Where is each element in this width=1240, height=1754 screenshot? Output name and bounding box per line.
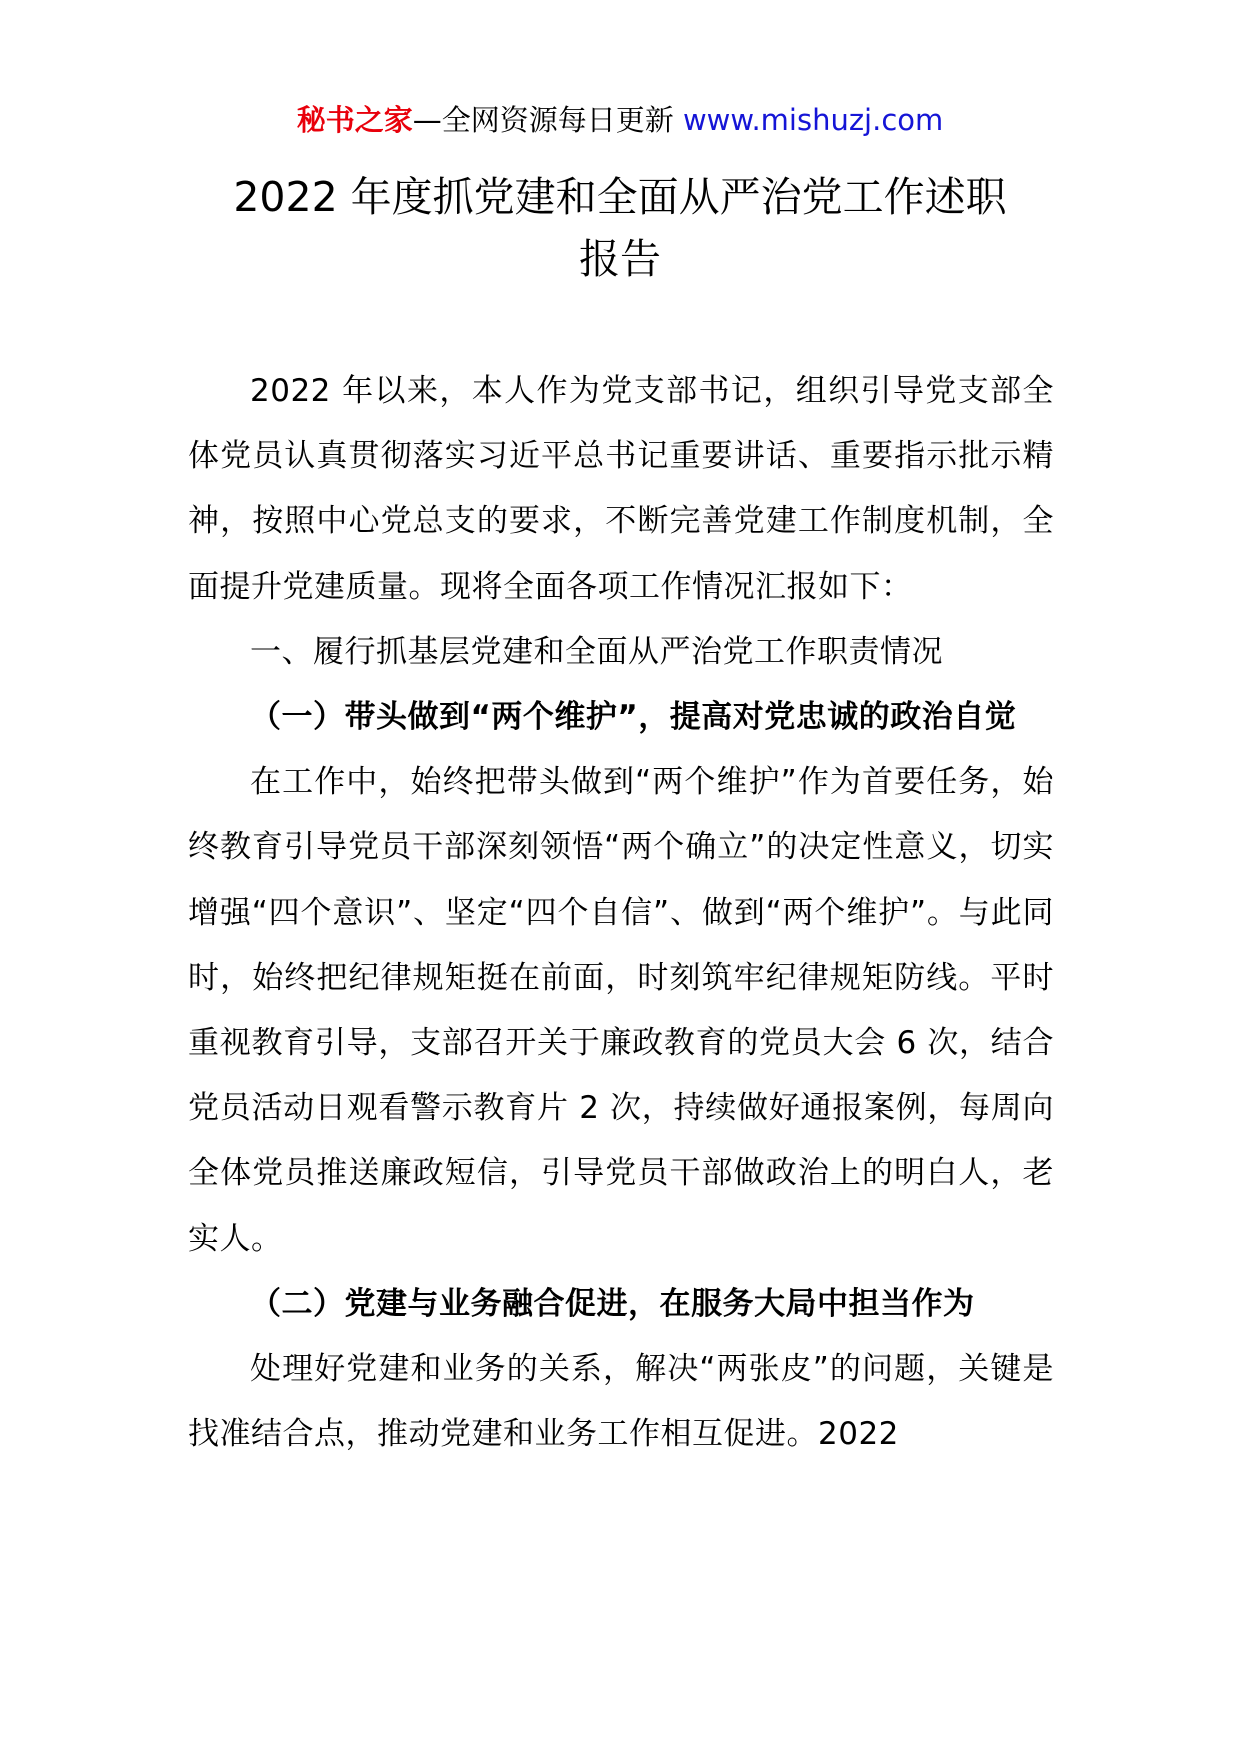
body-paragraph-1: 在工作中，始终把带头做到“两个维护”作为首要任务，始终教育引导党员干部深刻领悟“两个确立”的决定性意义，切实增强“四个意识”、坚定“四个自信”、做到“两个维护”。与此同时，始终把纪律规矩挺在前面，时刻筑牢纪律规矩防线。平时重视教育引导，支部召开关于廉政教育的党员大会 6 次，结合党员活动日观看警示教育片 2 次，持续做好通报案例，每周向全体党员推送廉政短信，引导党员干部做政治上的明白人，老实人。 <box>188 764 1054 1257</box>
document-body <box>188 359 1054 1467</box>
title-line-1: 2022 年度抓党建和全面从严治党工作述职 <box>233 173 1007 221</box>
site-banner <box>0 100 1240 140</box>
section-heading-1: 一、履行抓基层党建和全面从严治党工作职责情况 <box>250 633 943 670</box>
subsection-heading-1: （一）带头做到“两个维护”，提高对党忠诚的政治自觉 <box>250 699 1017 736</box>
site-url-link[interactable]: www.mishuzj.com <box>682 103 944 137</box>
banner-tagline: —全网资源每日更新 <box>412 103 674 137</box>
body-paragraph-2: 处理好党建和业务的关系，解决“两张皮”的问题，关键是找准结合点，推动党建和业务工作相互促进。2022 <box>188 1351 1054 1453</box>
document-title <box>0 166 1240 290</box>
intro-paragraph: 2022 年以来，本人作为党支部书记，组织引导党支部全体党员认真贯彻落实习近平总书记重要讲话、重要指示批示精神，按照中心党总支的要求，不断完善党建工作制度机制，全面提升党建质量。现将全面各项工作情况汇报如下： <box>188 373 1054 605</box>
brand-name: 秘书之家 <box>296 103 413 137</box>
title-line-2: 报告 <box>579 235 661 283</box>
subsection-heading-2: （二）党建与业务融合促进，在服务大局中担当作为 <box>250 1285 975 1322</box>
